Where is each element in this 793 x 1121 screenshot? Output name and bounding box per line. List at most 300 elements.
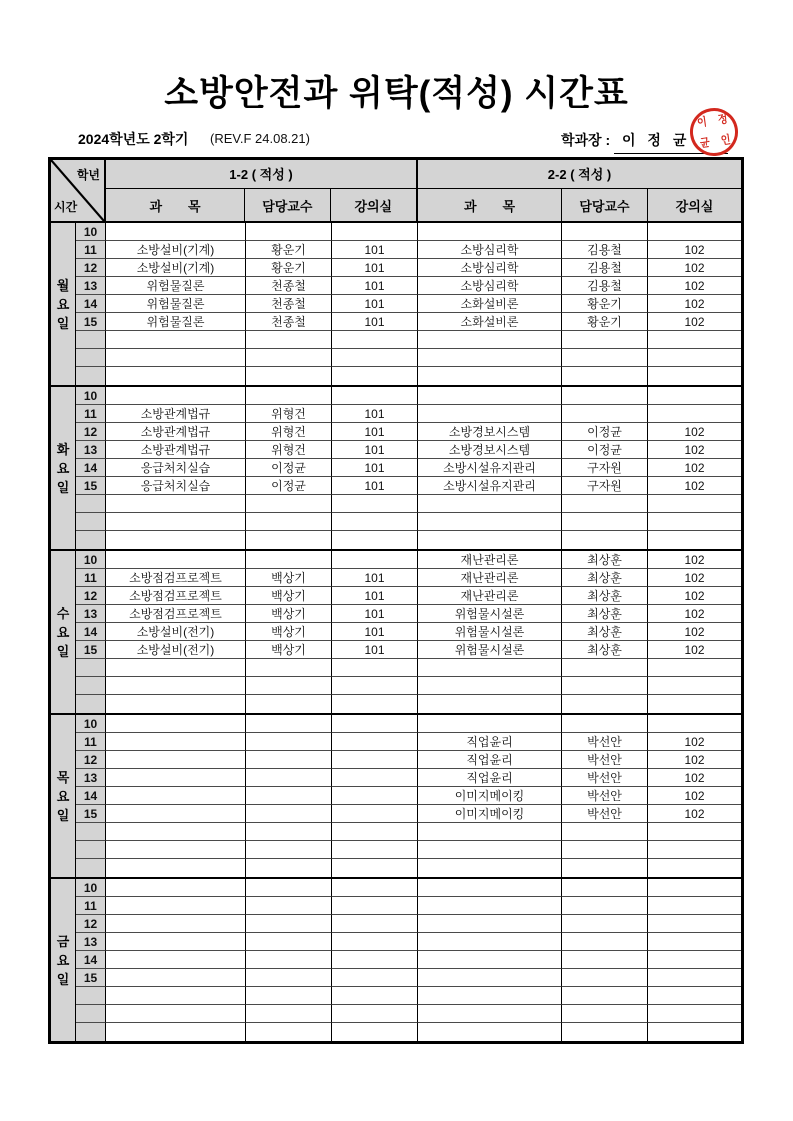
period-cell: 10	[76, 387, 106, 405]
empty-cell	[418, 405, 562, 423]
empty-cell	[648, 495, 741, 513]
schedule-cell: 백상기	[246, 569, 332, 587]
empty-cell	[246, 551, 332, 569]
schedule-cell: 소방심리학	[418, 277, 562, 295]
schedule-cell: 응급처치실습	[106, 459, 246, 477]
schedule-cell: 백상기	[246, 623, 332, 641]
empty-cell	[418, 659, 562, 677]
empty-cell	[106, 551, 246, 569]
empty-cell	[418, 987, 562, 1005]
empty-cell	[106, 531, 246, 549]
period-cell	[76, 987, 106, 1005]
empty-cell	[562, 1023, 648, 1041]
empty-cell	[332, 1023, 418, 1041]
day-grid	[76, 879, 741, 1041]
schedule-cell: 백상기	[246, 605, 332, 623]
col-header-room: 강의실	[354, 198, 393, 214]
schedule-cell: 소방시설유지관리	[418, 477, 562, 495]
schedule-cell: 소방경보시스템	[418, 441, 562, 459]
day-grid	[76, 223, 741, 385]
schedule-cell: 소방점검프로젝트	[106, 605, 246, 623]
day-label-char: 일	[56, 315, 70, 331]
schedule-cell: 김용철	[562, 241, 648, 259]
empty-cell	[332, 513, 418, 531]
schedule-cell: 101	[332, 587, 418, 605]
empty-cell	[562, 677, 648, 695]
empty-cell	[106, 915, 246, 933]
period-cell	[76, 331, 106, 349]
schedule-cell: 최상훈	[562, 641, 648, 659]
empty-cell	[332, 787, 418, 805]
schedule-cell: 이정균	[246, 477, 332, 495]
empty-cell	[246, 367, 332, 385]
empty-cell	[246, 223, 332, 241]
empty-cell	[418, 969, 562, 987]
page-title: 소방안전과 위탁(적성) 시간표	[164, 74, 629, 113]
period-cell: 15	[76, 313, 106, 331]
empty-cell	[246, 787, 332, 805]
period-cell: 13	[76, 277, 106, 295]
empty-cell	[562, 531, 648, 549]
empty-cell	[562, 987, 648, 1005]
empty-cell	[418, 349, 562, 367]
timetable-body	[51, 223, 741, 1041]
empty-cell	[246, 805, 332, 823]
empty-cell	[332, 951, 418, 969]
period-cell	[76, 677, 106, 695]
period-cell: 11	[76, 569, 106, 587]
period-cell	[76, 349, 106, 367]
period-cell	[76, 859, 106, 877]
period-cell: 11	[76, 733, 106, 751]
corner-label-time: 시간	[54, 200, 78, 214]
empty-cell	[246, 659, 332, 677]
schedule-cell: 102	[648, 733, 741, 751]
empty-cell	[648, 1023, 741, 1041]
period-cell	[76, 659, 106, 677]
schedule-cell: 박선안	[562, 787, 648, 805]
day-block-5	[51, 879, 741, 1041]
day-block-3	[51, 551, 741, 715]
empty-cell	[648, 659, 741, 677]
period-cell	[76, 1023, 106, 1041]
empty-cell	[648, 841, 741, 859]
empty-cell	[332, 751, 418, 769]
empty-cell	[332, 915, 418, 933]
schedule-cell: 이정균	[562, 441, 648, 459]
empty-cell	[562, 223, 648, 241]
empty-cell	[332, 715, 418, 733]
empty-cell	[106, 969, 246, 987]
empty-cell	[648, 677, 741, 695]
schedule-cell: 102	[648, 787, 741, 805]
schedule-cell: 102	[648, 313, 741, 331]
period-cell: 13	[76, 769, 106, 787]
empty-cell	[106, 367, 246, 385]
empty-cell	[418, 1023, 562, 1041]
day-label-char: 월	[56, 277, 70, 293]
empty-cell	[106, 841, 246, 859]
empty-cell	[246, 695, 332, 713]
period-cell: 15	[76, 805, 106, 823]
empty-cell	[106, 805, 246, 823]
schedule-cell: 위형건	[246, 423, 332, 441]
period-cell	[76, 841, 106, 859]
empty-cell	[332, 823, 418, 841]
empty-cell	[418, 495, 562, 513]
day-label-char: 일	[56, 479, 70, 495]
period-cell: 14	[76, 787, 106, 805]
empty-cell	[332, 879, 418, 897]
period-cell	[76, 367, 106, 385]
period-cell: 14	[76, 951, 106, 969]
empty-cell	[648, 715, 741, 733]
col-header-professor: 담당교수	[245, 189, 330, 221]
empty-cell	[246, 715, 332, 733]
stamp-char: 균	[699, 136, 711, 151]
empty-cell	[648, 331, 741, 349]
schedule-cell: 김용철	[562, 277, 648, 295]
schedule-cell: 102	[648, 241, 741, 259]
period-cell: 12	[76, 259, 106, 277]
day-label-char: 금	[56, 933, 70, 949]
empty-cell	[648, 969, 741, 987]
schedule-cell: 102	[648, 751, 741, 769]
day-block-4	[51, 715, 741, 879]
empty-cell	[246, 751, 332, 769]
period-cell: 12	[76, 423, 106, 441]
period-cell: 10	[76, 223, 106, 241]
empty-cell	[246, 915, 332, 933]
day-label-char: 목	[56, 769, 70, 785]
day-label-char: 일	[56, 971, 70, 987]
empty-cell	[562, 933, 648, 951]
period-cell: 13	[76, 605, 106, 623]
empty-cell	[562, 859, 648, 877]
schedule-cell: 천종철	[246, 313, 332, 331]
schedule-cell: 101	[332, 277, 418, 295]
empty-cell	[418, 897, 562, 915]
schedule-cell: 101	[332, 259, 418, 277]
schedule-cell: 천종철	[246, 295, 332, 313]
period-cell: 10	[76, 551, 106, 569]
period-cell: 15	[76, 641, 106, 659]
schedule-cell: 직업윤리	[418, 751, 562, 769]
empty-cell	[418, 223, 562, 241]
schedule-cell: 응급처치실습	[106, 477, 246, 495]
day-label-char: 요	[56, 788, 70, 804]
period-cell	[76, 823, 106, 841]
empty-cell	[246, 1023, 332, 1041]
empty-cell	[562, 349, 648, 367]
schedule-cell: 소방관계법규	[106, 405, 246, 423]
schedule-cell: 소방심리학	[418, 259, 562, 277]
day-label	[51, 551, 76, 713]
period-cell	[76, 495, 106, 513]
dean-label: 학과장 :	[561, 132, 611, 148]
schedule-cell: 황운기	[246, 241, 332, 259]
schedule-cell: 101	[332, 623, 418, 641]
empty-cell	[562, 897, 648, 915]
empty-cell	[418, 513, 562, 531]
schedule-cell: 102	[648, 551, 741, 569]
empty-cell	[648, 223, 741, 241]
period-cell	[76, 695, 106, 713]
schedule-cell: 101	[332, 477, 418, 495]
empty-cell	[106, 223, 246, 241]
day-label-char: 일	[56, 643, 70, 659]
empty-cell	[246, 331, 332, 349]
empty-cell	[246, 733, 332, 751]
empty-cell	[246, 841, 332, 859]
schedule-cell: 최상훈	[562, 605, 648, 623]
period-cell	[76, 531, 106, 549]
schedule-cell: 소방설비(전기)	[106, 623, 246, 641]
schedule-cell: 102	[648, 259, 741, 277]
day-label-char: 요	[56, 296, 70, 312]
schedule-cell: 재난관리론	[418, 551, 562, 569]
day-label	[51, 223, 76, 385]
day-label-char: 화	[56, 441, 70, 457]
empty-cell	[648, 387, 741, 405]
empty-cell	[418, 915, 562, 933]
group-label-2-2: 2-2 ( 적성 )	[418, 160, 741, 189]
empty-cell	[246, 969, 332, 987]
schedule-cell: 101	[332, 605, 418, 623]
schedule-cell: 102	[648, 423, 741, 441]
schedule-cell: 이정균	[562, 423, 648, 441]
col-header-room: 강의실	[675, 198, 714, 214]
day-block-2	[51, 387, 741, 551]
schedule-cell: 101	[332, 241, 418, 259]
empty-cell	[332, 331, 418, 349]
empty-cell	[648, 987, 741, 1005]
schedule-cell: 102	[648, 587, 741, 605]
day-label-char: 일	[56, 807, 70, 823]
schedule-cell: 소화설비론	[418, 313, 562, 331]
empty-cell	[246, 349, 332, 367]
schedule-cell: 소방경보시스템	[418, 423, 562, 441]
empty-cell	[246, 387, 332, 405]
day-label-char: 요	[56, 952, 70, 968]
empty-cell	[418, 933, 562, 951]
schedule-cell: 백상기	[246, 587, 332, 605]
empty-cell	[106, 349, 246, 367]
empty-cell	[332, 933, 418, 951]
schedule-cell: 위험물시설론	[418, 605, 562, 623]
empty-cell	[648, 915, 741, 933]
period-cell: 12	[76, 751, 106, 769]
empty-cell	[106, 897, 246, 915]
timetable-header	[51, 160, 741, 223]
empty-cell	[106, 513, 246, 531]
corner-header-cell	[51, 160, 106, 221]
empty-cell	[648, 695, 741, 713]
empty-cell	[332, 1005, 418, 1023]
revision-label: (REV.F 24.08.21)	[210, 131, 310, 146]
empty-cell	[418, 1005, 562, 1023]
empty-cell	[106, 787, 246, 805]
empty-cell	[332, 695, 418, 713]
empty-cell	[562, 879, 648, 897]
empty-cell	[106, 331, 246, 349]
day-label	[51, 879, 76, 1041]
day-grid	[76, 387, 741, 549]
schedule-cell: 소방관계법규	[106, 423, 246, 441]
empty-cell	[246, 933, 332, 951]
empty-cell	[106, 987, 246, 1005]
schedule-cell: 이정균	[246, 459, 332, 477]
dean-name: 이 정 균	[614, 130, 728, 154]
schedule-cell: 이미지메이킹	[418, 805, 562, 823]
empty-cell	[648, 897, 741, 915]
empty-cell	[562, 969, 648, 987]
schedule-cell: 소화설비론	[418, 295, 562, 313]
empty-cell	[332, 733, 418, 751]
empty-cell	[332, 677, 418, 695]
empty-cell	[562, 495, 648, 513]
empty-cell	[246, 823, 332, 841]
schedule-cell: 102	[648, 569, 741, 587]
schedule-cell: 소방설비(기계)	[106, 241, 246, 259]
empty-cell	[106, 933, 246, 951]
schedule-cell: 구자원	[562, 477, 648, 495]
empty-cell	[106, 495, 246, 513]
header-group-1-2	[106, 160, 418, 221]
empty-cell	[246, 495, 332, 513]
period-cell: 14	[76, 623, 106, 641]
empty-cell	[246, 879, 332, 897]
empty-cell	[106, 695, 246, 713]
empty-cell	[648, 859, 741, 877]
period-cell: 12	[76, 587, 106, 605]
empty-cell	[106, 823, 246, 841]
schedule-cell: 위험물질론	[106, 313, 246, 331]
empty-cell	[562, 513, 648, 531]
schedule-cell: 위험물시설론	[418, 641, 562, 659]
empty-cell	[562, 823, 648, 841]
empty-cell	[106, 769, 246, 787]
schedule-cell: 황운기	[246, 259, 332, 277]
empty-cell	[106, 859, 246, 877]
schedule-cell: 구자원	[562, 459, 648, 477]
empty-cell	[106, 387, 246, 405]
empty-cell	[332, 841, 418, 859]
period-cell: 11	[76, 897, 106, 915]
empty-cell	[562, 387, 648, 405]
schedule-cell: 황운기	[562, 295, 648, 313]
corner-label-grade: 학년	[76, 168, 100, 182]
group-label-1-2: 1-2 ( 적성 )	[106, 160, 416, 189]
empty-cell	[246, 987, 332, 1005]
empty-cell	[332, 897, 418, 915]
empty-cell	[332, 659, 418, 677]
empty-cell	[648, 367, 741, 385]
schedule-cell: 102	[648, 441, 741, 459]
empty-cell	[106, 677, 246, 695]
empty-cell	[106, 751, 246, 769]
day-label-char: 수	[56, 605, 70, 621]
empty-cell	[418, 387, 562, 405]
schedule-cell: 최상훈	[562, 587, 648, 605]
schedule-cell: 101	[332, 459, 418, 477]
schedule-cell: 소방점검프로젝트	[106, 587, 246, 605]
empty-cell	[648, 933, 741, 951]
schedule-cell: 101	[332, 569, 418, 587]
schedule-cell: 소방시설유지관리	[418, 459, 562, 477]
empty-cell	[332, 531, 418, 549]
period-cell: 10	[76, 879, 106, 897]
empty-cell	[418, 951, 562, 969]
col-header-professor: 담당교수	[562, 189, 648, 221]
period-cell: 14	[76, 295, 106, 313]
day-label-char: 요	[56, 460, 70, 476]
empty-cell	[418, 331, 562, 349]
empty-cell	[246, 1005, 332, 1023]
empty-cell	[246, 859, 332, 877]
schedule-cell: 소방심리학	[418, 241, 562, 259]
empty-cell	[418, 531, 562, 549]
schedule-cell: 최상훈	[562, 623, 648, 641]
period-cell: 11	[76, 241, 106, 259]
empty-cell	[332, 769, 418, 787]
schedule-cell: 천종철	[246, 277, 332, 295]
timetable	[48, 157, 744, 1044]
day-grid	[76, 551, 741, 713]
stamp-char: 인	[720, 133, 732, 148]
empty-cell	[562, 951, 648, 969]
empty-cell	[418, 841, 562, 859]
schedule-cell: 직업윤리	[418, 769, 562, 787]
empty-cell	[106, 1005, 246, 1023]
empty-cell	[106, 879, 246, 897]
empty-cell	[648, 531, 741, 549]
schedule-cell: 102	[648, 641, 741, 659]
schedule-cell: 재난관리론	[418, 569, 562, 587]
empty-cell	[418, 367, 562, 385]
stamp-char: 이	[696, 115, 708, 130]
schedule-cell: 위험물질론	[106, 295, 246, 313]
empty-cell	[418, 677, 562, 695]
empty-cell	[332, 551, 418, 569]
period-cell: 11	[76, 405, 106, 423]
period-cell: 14	[76, 459, 106, 477]
empty-cell	[332, 805, 418, 823]
schedule-cell: 102	[648, 277, 741, 295]
empty-cell	[246, 897, 332, 915]
empty-cell	[648, 1005, 741, 1023]
schedule-cell: 소방점검프로젝트	[106, 569, 246, 587]
empty-cell	[246, 769, 332, 787]
schedule-cell: 위형건	[246, 441, 332, 459]
schedule-cell: 101	[332, 405, 418, 423]
empty-cell	[562, 841, 648, 859]
schedule-cell: 102	[648, 295, 741, 313]
schedule-cell: 101	[332, 295, 418, 313]
schedule-cell: 최상훈	[562, 569, 648, 587]
empty-cell	[562, 715, 648, 733]
day-label-char: 요	[56, 624, 70, 640]
empty-cell	[246, 677, 332, 695]
schedule-cell: 직업윤리	[418, 733, 562, 751]
period-cell: 13	[76, 933, 106, 951]
empty-cell	[648, 951, 741, 969]
day-label	[51, 387, 76, 549]
empty-cell	[332, 495, 418, 513]
empty-cell	[648, 879, 741, 897]
empty-cell	[246, 951, 332, 969]
empty-cell	[332, 387, 418, 405]
